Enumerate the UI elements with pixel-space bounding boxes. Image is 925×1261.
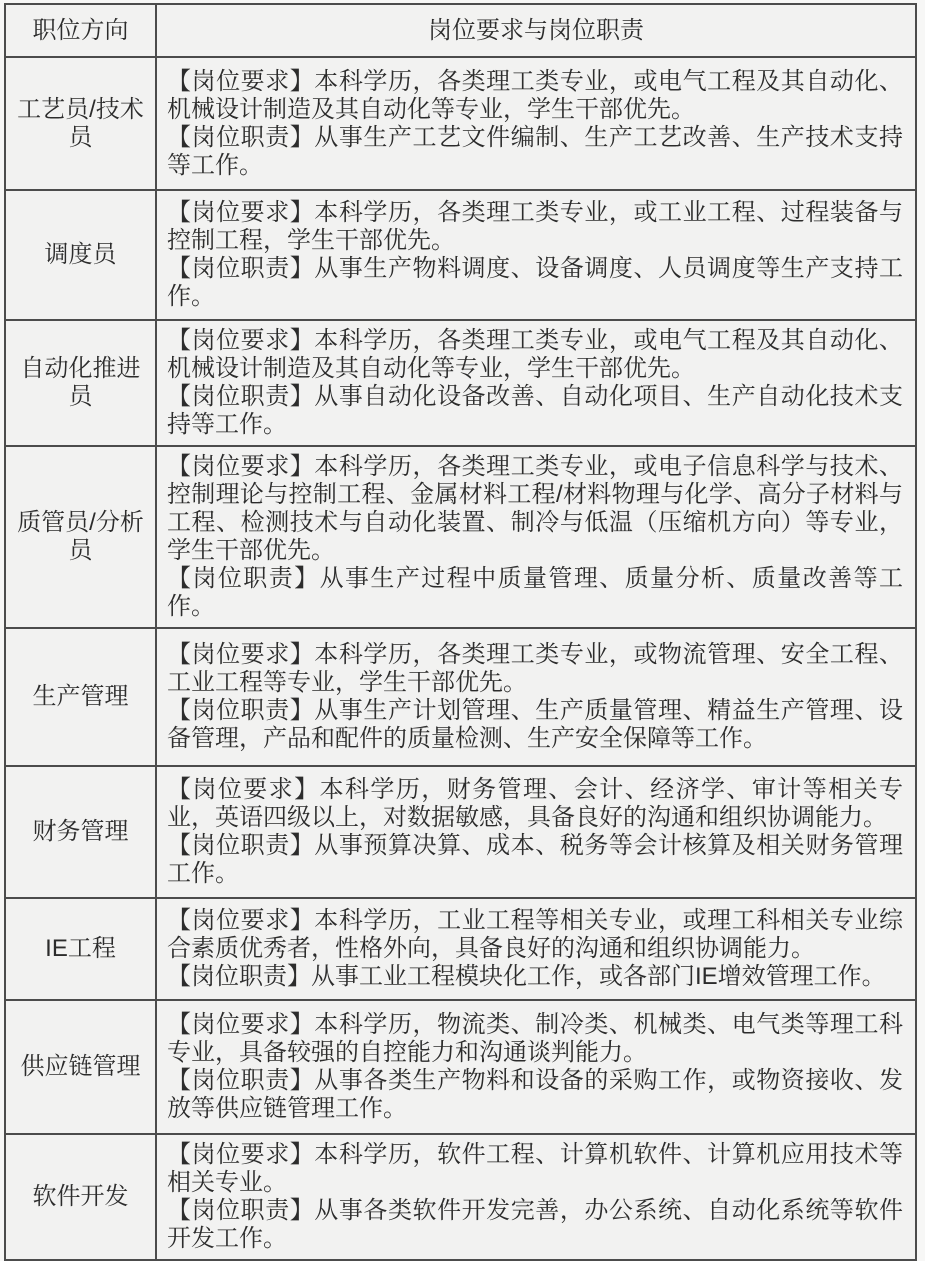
duty-text: 【岗位职责】从事预算决算、成本、税务等会计核算及相关财务管理工作。: [167, 832, 903, 887]
duty-text: 【岗位职责】从事生产过程中质量管理、质量分析、质量改善等工作。: [167, 565, 903, 620]
requirement-text: 【岗位要求】本科学历，财务管理、会计、经济学、审计等相关专业，英语四级以上，对数据敏感，具备良好的沟通和组织协调能力。: [167, 776, 903, 831]
duty-text: 【岗位职责】从事自动化设备改善、自动化项目、生产自动化技术支持等工作。: [167, 383, 903, 438]
header-row: [5, 4, 916, 57]
table-row: [5, 628, 916, 766]
details-cell: [156, 628, 916, 766]
details-cell: [156, 766, 916, 898]
position-cell: 调度员: [5, 190, 156, 320]
table-header: [5, 4, 916, 57]
table-row: [5, 1134, 916, 1260]
details-cell: [156, 1000, 916, 1134]
position-cell: 质管员/分析员: [5, 446, 156, 628]
details-cell: [156, 190, 916, 320]
position-cell: 软件开发: [5, 1134, 156, 1260]
requirement-text: 【岗位要求】本科学历，物流类、制冷类、机械类、电气类等理工科专业，具备较强的自控能力和沟通谈判能力。: [167, 1011, 903, 1066]
duty-text: 【岗位职责】从事工业工程模块化工作，或各部门IE增效管理工作。: [167, 963, 886, 990]
table-row: [5, 57, 916, 190]
requirement-text: 【岗位要求】本科学历，各类理工类专业，或工业工程、过程装备与控制工程，学生干部优先。: [167, 199, 903, 254]
job-table-body: [5, 57, 916, 1260]
duty-text: 【岗位职责】从事各类软件开发完善，办公系统、自动化系统等软件开发工作。: [167, 1197, 903, 1252]
requirement-text: 【岗位要求】本科学历，各类理工类专业，或电子信息科学与技术、控制理论与控制工程、金属材料工程/材料物理与化学、高分子材料与工程、检测技术与自动化装置、制冷与低温（压缩机方向）等专业，学生干部优先。: [167, 453, 903, 564]
duty-text: 【岗位职责】从事生产工艺文件编制、生产工艺改善、生产技术支持等工作。: [167, 123, 903, 179]
column-header-requirements: 岗位要求与岗位职责: [156, 4, 916, 57]
position-cell: 生产管理: [5, 628, 156, 766]
table-row: [5, 1000, 916, 1134]
duty-text: 【岗位职责】从事生产计划管理、生产质量管理、精益生产管理、设备管理，产品和配件的质量检测、生产安全保障等工作。: [167, 697, 903, 752]
details-cell: [156, 446, 916, 628]
duty-text: 【岗位职责】从事生产物料调度、设备调度、人员调度等生产支持工作。: [167, 255, 903, 310]
table-row: [5, 446, 916, 628]
details-cell: [156, 57, 916, 190]
table-row: [5, 898, 916, 1000]
position-cell: 自动化推进员: [5, 320, 156, 446]
position-cell: 财务管理: [5, 766, 156, 898]
details-cell: [156, 320, 916, 446]
table-row: [5, 320, 916, 446]
position-cell: 工艺员/技术员: [5, 57, 156, 190]
position-cell: 供应链管理: [5, 1000, 156, 1134]
requirement-text: 【岗位要求】本科学历，工业工程等相关专业，或理工科相关专业综合素质优秀者，性格外向，具备良好的沟通和组织协调能力。: [167, 907, 903, 962]
requirement-text: 【岗位要求】本科学历，各类理工类专业，或物流管理、安全工程、工业工程等专业，学生干部优先。: [167, 641, 903, 696]
requirement-text: 【岗位要求】本科学历，各类理工类专业，或电气工程及其自动化、机械设计制造及其自动化等专业，学生干部优先。: [167, 327, 903, 382]
duty-text: 【岗位职责】从事各类生产物料和设备的采购工作，或物资接收、发放等供应链管理工作。: [167, 1067, 903, 1122]
details-cell: [156, 1134, 916, 1260]
details-cell: [156, 898, 916, 1000]
requirement-text: 【岗位要求】本科学历，软件工程、计算机软件、计算机应用技术等相关专业。: [167, 1141, 903, 1196]
column-header-position: 职位方向: [5, 4, 156, 57]
job-positions-table: [4, 3, 917, 1261]
table-row: [5, 766, 916, 898]
table-row: [5, 190, 916, 320]
position-cell: IE工程: [5, 898, 156, 1000]
requirement-text: 【岗位要求】本科学历，各类理工类专业，或电气工程及其自动化、机械设计制造及其自动化等专业，学生干部优先。: [167, 67, 903, 123]
